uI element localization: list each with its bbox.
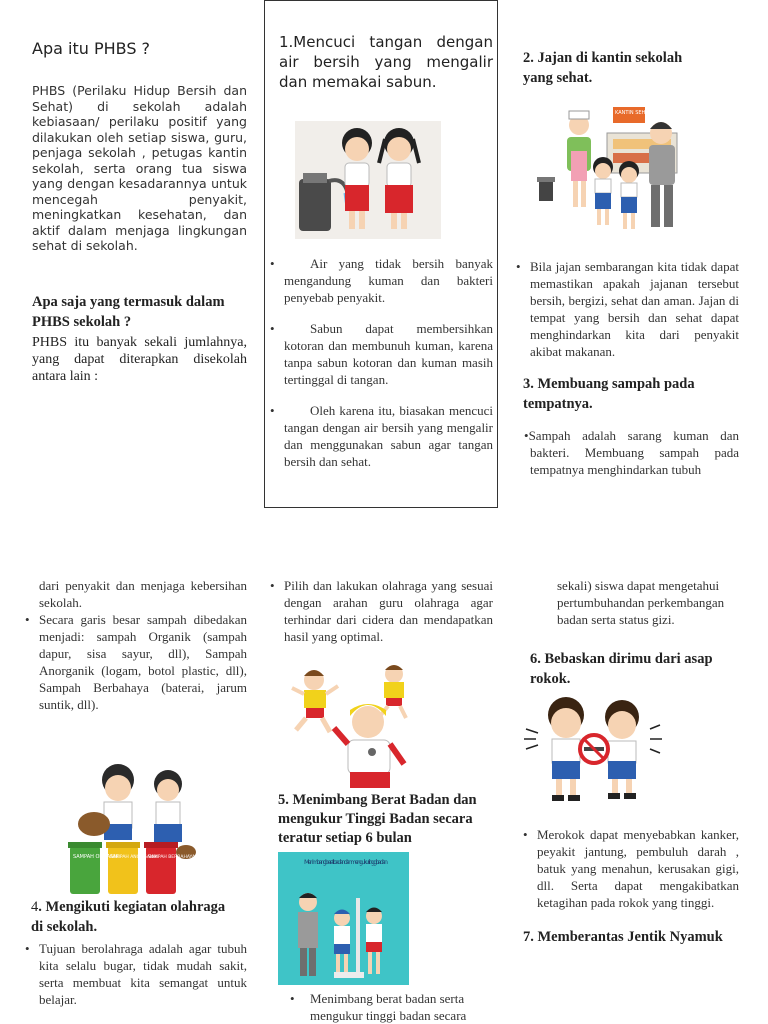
list-item: • Air yang tidak bersih banyak mengandung kuman dan bakteri penyebab penyakit. bbox=[270, 256, 493, 305]
bullet-dot-icon: • bbox=[290, 991, 295, 1006]
phbs-title: Apa itu PHBS ? bbox=[32, 39, 151, 58]
bullet-dot-icon: • bbox=[516, 259, 521, 274]
bin-label-organik: SAMPAH ORGANIK bbox=[73, 854, 119, 860]
menimbang-heading: 5. Menimbang Berat Badan dan mengukur Tinggi Badan secara teratur setiap 6 bulan bbox=[278, 792, 477, 846]
sampah-type-bullets bbox=[25, 611, 247, 713]
list-item: • Bila jajan sembarangan kita tidak dapat memastikan apakah jajanan tersebut bersih, bergizi, sehat dan aman. Jajan di tempat yang bersih dan sehat dapat menghindarkan kita dari penyakit akibat makanan. bbox=[516, 259, 739, 359]
canteen-illustration bbox=[537, 105, 685, 235]
list-item: • Merokok dapat menyebabkan kanker, peyakit jantung, pembuluh darah , batuk yang menahun, kerusakan gigi, dll. Serta dapat mengakibatkan ketagihan pada rokok yang tinggi. bbox=[523, 827, 739, 910]
olahraga-bullets bbox=[25, 940, 247, 1008]
poster-caption: Menimbang berat badan dan mengukur tinggi badan bbox=[304, 858, 388, 866]
sampah-continuation: dari penyakit dan menjaga kebersihan sekolah. bbox=[39, 578, 247, 610]
sampah-heading: 3. Membuang sampah pada tempatnya. bbox=[523, 376, 695, 412]
list-item: • Oleh karena itu, biasakan mencuci tangan dengan air bersih yang mengalir dan menggunakan sabun agar tangan bersih dan sehat. bbox=[270, 403, 493, 469]
olahraga-heading bbox=[31, 897, 231, 937]
olahraga-heading-text: . Mengikuti kegiatan olahraga di sekolah. bbox=[31, 899, 226, 935]
bullet-dot-icon: • bbox=[523, 827, 528, 842]
bullet-dot-icon: • bbox=[270, 256, 275, 271]
weighing-poster-illustration bbox=[278, 852, 409, 985]
bullet-dot-icon: • bbox=[25, 941, 30, 956]
list-item: • Secara garis besar sampah dibedakan menjadi: sampah Organik (sampah dapur, sisa sayur, dll), Sampah Anorganik (logam, botol plastic, dll), Sampah Berbahaya (baterai, jarum suntik, dll). bbox=[25, 612, 247, 712]
list-item: • Sabun dapat membersihkan kotoran dan membunuh kuman, karena tanpa sabun kotoran dan kuman masih tertinggal di tangan. bbox=[270, 321, 493, 387]
bullet-dot-icon: • bbox=[524, 428, 529, 443]
list-item: • Tujuan berolahraga adalah agar tubuh kita selalu bugar, tidak mudah sakit, serta membuat kita semangat untuk belajar. bbox=[25, 941, 247, 1007]
no-smoking-illustration bbox=[522, 689, 664, 807]
hand-washing-illustration bbox=[295, 121, 441, 239]
handwash-bullets bbox=[270, 255, 493, 470]
kantin-bullets bbox=[516, 258, 739, 360]
menimbang-bullets bbox=[290, 990, 500, 1024]
list-item: • Menimbang berat badan serta mengukur tinggi badan secara bbox=[290, 991, 467, 1023]
rokok-bullets bbox=[523, 826, 739, 911]
phbs-sekolah-paragraph: PHBS itu banyak sekali jumlahnya, yang dapat diterapkan disekolah antara lain : bbox=[32, 335, 247, 384]
bullet-dot-icon: • bbox=[270, 403, 275, 418]
phbs-sekolah-heading: Apa saja yang termasuk dalam PHBS sekolah ? bbox=[32, 294, 225, 330]
olahraga-tips-bullets bbox=[270, 577, 493, 645]
menimbang-continuation: sekali) siswa dapat mengetahui pertumbuhandan perkembangan badan serta status gizi. bbox=[557, 578, 725, 627]
olahraga-heading-number: 4 bbox=[31, 899, 39, 915]
jentik-heading: 7. Memberantas Jentik Nyamuk bbox=[523, 929, 723, 945]
trash-bins-illustration bbox=[52, 762, 204, 896]
bin-label-anorganik: SAMPAH ANORGANIK bbox=[110, 855, 158, 860]
sampah-bullets bbox=[524, 427, 739, 478]
kantin-sign: KANTIN SEHAT bbox=[615, 110, 652, 116]
list-item: • Pilih dan lakukan olahraga yang sesuai dengan arahan guru olahraga agar terhindar dari cidera dan mendapatkan hasil yang optimal. bbox=[270, 578, 493, 644]
list-item: •Sampah adalah sarang kuman dan bakteri. Membuang sampah pada tempatnya menghindarkan tubuh bbox=[524, 428, 739, 477]
kantin-heading: 2. Jajan di kantin sekolah yang sehat. bbox=[523, 50, 683, 86]
bullet-dot-icon: • bbox=[25, 612, 30, 627]
sport-illustration bbox=[288, 660, 424, 788]
handwash-title: 1.Mencuci tangan dengan air bersih yang mengalir dan memakai sabun. bbox=[279, 33, 493, 91]
bin-label-berbahaya: SAMPAH BERBAHAYA bbox=[148, 855, 196, 860]
phbs-intro: PHBS (Perilaku Hidup Bersih dan Sehat) di sekolah adalah kebiasaan/ perilaku positif yang dilakukan oleh setiap siswa, guru, penjaga sekolah , petugas kantin sekolah, serta orang tua siswa yang dengan kesadarannya untuk mencegah penyakit, meningkatkan kesehatan, dan aktif dalam menjaga lingkungan sehat di sekolah. bbox=[32, 83, 247, 253]
bullet-dot-icon: • bbox=[270, 321, 275, 336]
bullet-dot-icon: • bbox=[270, 578, 275, 593]
rokok-heading: 6. Bebaskan dirimu dari asap rokok. bbox=[530, 651, 713, 687]
